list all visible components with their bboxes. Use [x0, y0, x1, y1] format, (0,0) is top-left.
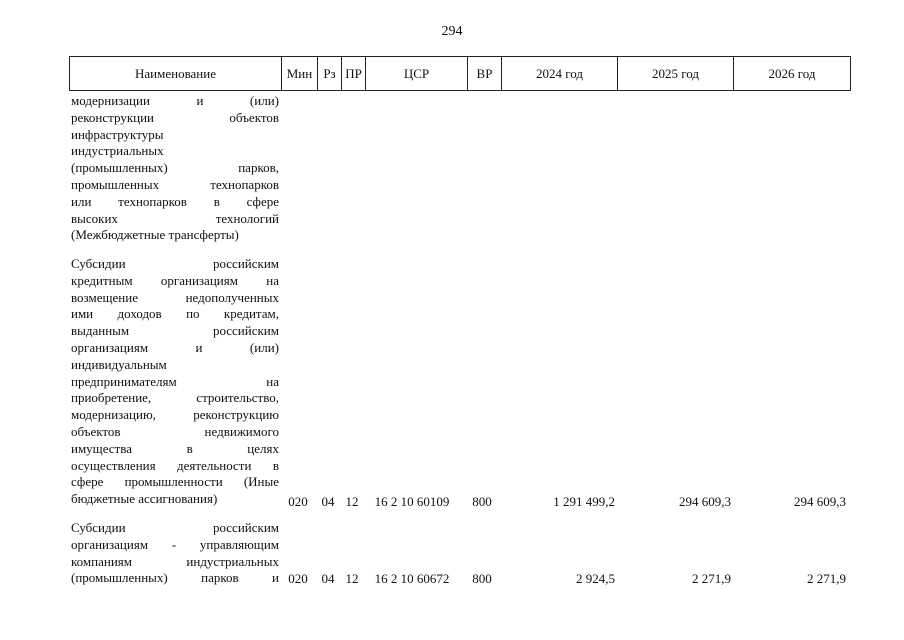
name-line: предпринимателям на [71, 373, 279, 389]
cell-min: 020 [288, 494, 308, 509]
name-line: Субсидии российским [71, 520, 279, 535]
cell-csr: 16 2 10 60109 [374, 494, 450, 509]
page-number: 294 [441, 24, 463, 39]
table-header [69, 56, 851, 91]
cell-vr: 800 [472, 571, 492, 586]
name-line: индивидуальным [71, 356, 167, 372]
header-csr: ЦСР [366, 57, 468, 91]
header-rz: Рз [318, 57, 342, 91]
name-line: выданным российским [71, 323, 279, 339]
header-name: Наименование [70, 57, 282, 91]
name-line: (Межбюджетные трансферты) [71, 227, 239, 243]
name-line: компаниям индустриальных [71, 553, 279, 569]
cell-2025: 2 271,9 [692, 571, 731, 586]
name-line: Субсидии российским [71, 256, 279, 271]
name-line: организациям - управляющим [71, 536, 279, 552]
name-line: объектов недвижимого [71, 423, 279, 439]
row-values [69, 494, 850, 511]
name-line: приобретение, строительство, [71, 390, 279, 406]
name-line: промышленных технопарков [71, 176, 279, 192]
cell-rz: 04 [321, 571, 335, 586]
cell-vr: 800 [472, 494, 492, 509]
row-name [71, 93, 279, 244]
cell-2024: 1 291 499,2 [553, 494, 615, 509]
row-name [71, 256, 279, 508]
name-line: высоких технологий [71, 210, 279, 226]
name-line: (промышленных) парков, [71, 160, 279, 176]
name-line: (промышленных) парков и [71, 570, 279, 586]
cell-rz: 04 [321, 494, 335, 509]
header-2026: 2026 год [734, 57, 851, 91]
cell-2025: 294 609,3 [679, 494, 731, 509]
name-line: ими доходов по кредитам, [71, 306, 279, 322]
name-line: сфере промышленности (Иные [71, 474, 279, 490]
header-2025: 2025 год [618, 57, 734, 91]
name-line: осуществления деятельности в [71, 457, 279, 473]
name-line: модернизацию, реконструкцию [71, 407, 279, 423]
cell-2026: 294 609,3 [794, 494, 846, 509]
name-line: инфраструктуры [71, 126, 164, 142]
header-min: Мин [282, 57, 318, 91]
row-values [69, 571, 850, 588]
cell-pr: 12 [345, 571, 359, 586]
cell-2026: 2 271,9 [807, 571, 846, 586]
name-line: реконструкции объектов [71, 109, 279, 125]
name-line: возмещение недополученных [71, 289, 279, 305]
header-2024: 2024 год [502, 57, 618, 91]
name-line: кредитным организациям на [71, 272, 279, 288]
header-pr: ПР [342, 57, 366, 91]
name-line: организациям и (или) [71, 339, 279, 355]
cell-pr: 12 [345, 494, 359, 509]
cell-2024: 2 924,5 [576, 571, 615, 586]
name-line: модернизации и (или) [71, 93, 279, 108]
name-line: бюджетные ассигнования) [71, 491, 218, 507]
name-line: или технопарков в сфере [71, 193, 279, 209]
name-line: индустриальных [71, 143, 164, 159]
cell-min: 020 [288, 571, 308, 586]
name-line: имущества в целях [71, 440, 279, 456]
header-vr: ВР [468, 57, 502, 91]
cell-csr: 16 2 10 60672 [374, 571, 450, 586]
